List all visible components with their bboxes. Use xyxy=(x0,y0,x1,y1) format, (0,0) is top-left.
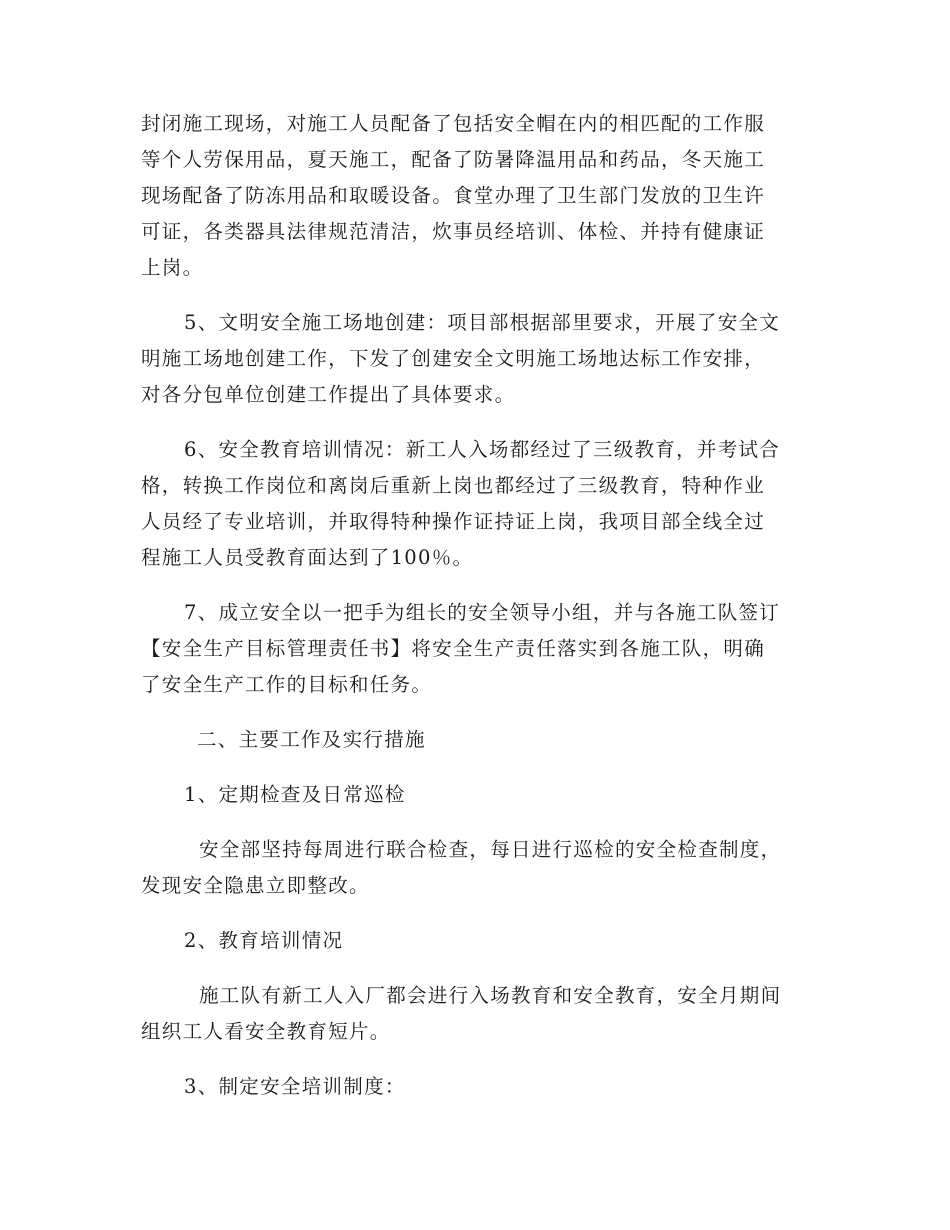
text-line: 可证，各类器具法律规范清洁，炊事员经培训、体检、并持有健康证 xyxy=(141,220,766,243)
paragraph xyxy=(141,595,806,703)
text-line: 【安全生产目标管理责任书】将安全生产责任落实到各施工队，明确 xyxy=(141,637,766,660)
text-line: 封闭施工现场，对施工人员配备了包括安全帽在内的相匹配的工作服 xyxy=(141,112,766,135)
section-heading xyxy=(141,1069,806,1105)
text-line: 施工队有新工人入厂都会进行入场教育和安全教育，安全月期间 xyxy=(199,984,782,1007)
section-heading xyxy=(141,722,806,758)
text-line: 安全部坚持每周进行联合检查，每日进行巡检的安全检查制度， xyxy=(199,838,782,861)
text-line: 对各分包单位创建工作提出了具体要求。 xyxy=(141,383,516,406)
section-heading xyxy=(141,777,806,813)
paragraph xyxy=(141,978,806,1050)
paragraph xyxy=(141,432,806,576)
text-line: 组织工人看安全教育短片。 xyxy=(141,1020,391,1043)
paragraph xyxy=(141,305,806,413)
section-heading xyxy=(141,923,806,959)
text-line: 二、主要工作及实行措施 xyxy=(197,728,426,751)
text-line: 程施工人员受教育面达到了100％。 xyxy=(141,546,474,569)
text-line: 明施工场地创建工作，下发了创建安全文明施工场地达标工作安排， xyxy=(141,347,766,370)
text-line: 发现安全隐患立即整改。 xyxy=(141,874,370,897)
text-line: 格，转换工作岗位和离岗后重新上岗也都经过了三级教育，特种作业 xyxy=(141,474,766,497)
text-line: 等个人劳保用品，夏天施工，配备了防暑降温用品和药品，冬天施工 xyxy=(141,148,766,171)
text-line: 了安全生产工作的目标和任务。 xyxy=(141,673,433,696)
text-line: 6、安全教育培训情况：新工人入场都经过了三级教育，并考试合 xyxy=(184,438,781,461)
text-line: 1、定期检查及日常巡检 xyxy=(184,783,406,806)
paragraph xyxy=(141,832,806,904)
text-line: 5、文明安全施工场地创建：项目部根据部里要求，开展了安全文 xyxy=(184,311,781,334)
text-line: 7、成立安全以一把手为组长的安全领导小组，并与各施工队签订 xyxy=(184,601,781,624)
text-line: 2、教育培训情况 xyxy=(184,929,344,952)
text-line: 现场配备了防冻用品和取暖设备。食堂办理了卫生部门发放的卫生许 xyxy=(141,184,766,207)
paragraph xyxy=(141,106,806,286)
text-line: 上岗。 xyxy=(141,256,204,279)
text-line: 人员经了专业培训，并取得特种操作证持证上岗，我项目部全线全过 xyxy=(141,510,766,533)
text-line: 3、制定安全培训制度： xyxy=(184,1075,406,1098)
document-body xyxy=(141,106,806,1124)
